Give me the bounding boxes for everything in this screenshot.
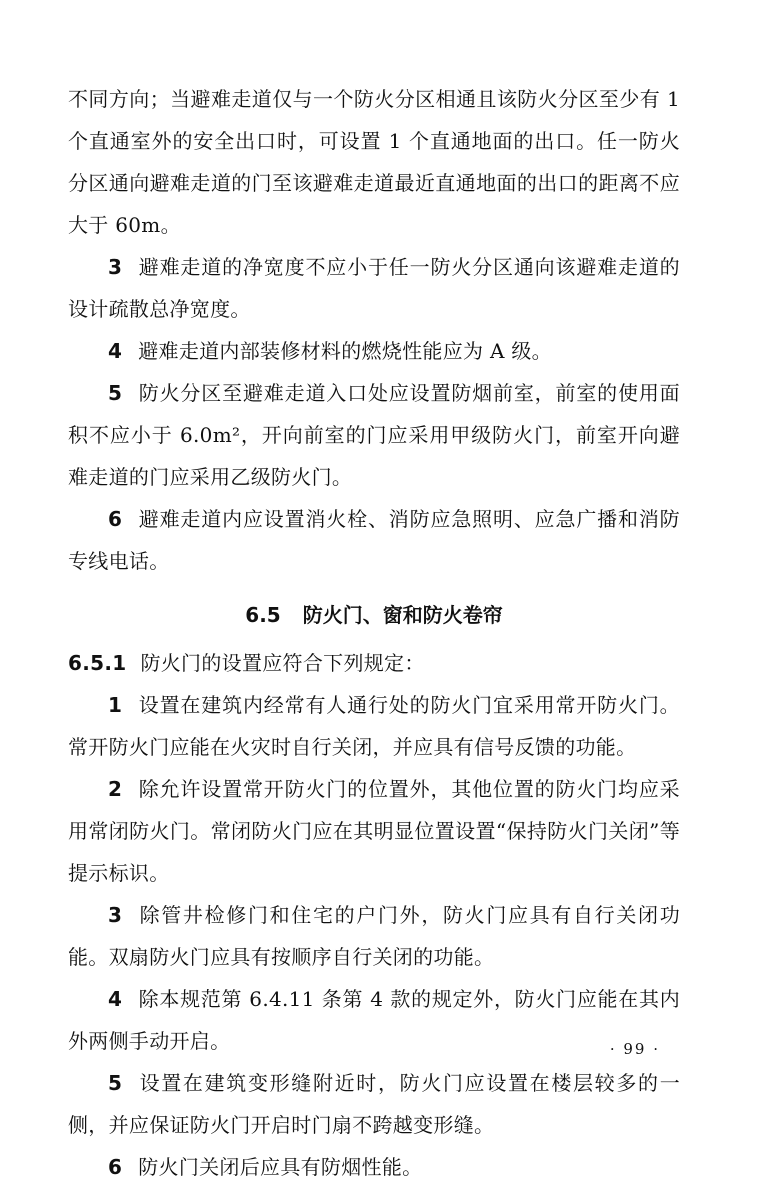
item-text: 避难走道的净宽度不应小于任一防火分区通向该避难走道的设计疏散总净宽度。 — [68, 255, 680, 321]
item-text: 避难走道内应设置消火栓、消防应急照明、应急广播和消防专线电话。 — [68, 507, 680, 573]
list-item — [68, 246, 680, 330]
continuation-paragraph: 不同方向；当避难走道仅与一个防火分区相通且该防火分区至少有 1 个直通室外的安全出口时，可设置 1 个直通地面的出口。任一防火分区通向避难走道的门至该避难走道最近直通地面的出口的距离不应大于 60m。 — [68, 87, 680, 237]
item-text: 除本规范第 6.4.11 条第 4 款的规定外，防火门应能在其内外两侧手动开启。 — [68, 987, 680, 1053]
clause-text: 防火门的设置应符合下列规定： — [140, 651, 425, 675]
item-text: 防火门关闭后应具有防烟性能。 — [138, 1155, 423, 1179]
item-text: 设置在建筑变形缝附近时，防火门应设置在楼层较多的一侧，并应保证防火门开启时门扇不跨越变形缝。 — [68, 1071, 680, 1137]
list-item — [68, 768, 680, 894]
section-title: 防火门、窗和防火卷帘 — [302, 603, 503, 627]
item-text: 除允许设置常开防火门的位置外，其他位置的防火门均应采用常闭防火门。常闭防火门应在其明显位置设置“保持防火门关闭”等提示标识。 — [68, 777, 680, 885]
list-item — [68, 978, 680, 1062]
list-item — [68, 684, 680, 768]
item-text: 除管井检修门和住宅的户门外，防火门应具有自行关闭功能。双扇防火门应具有按顺序自行关闭的功能。 — [68, 903, 680, 969]
page-content — [68, 78, 680, 1188]
item-number: 5 — [108, 1071, 123, 1095]
item-text: 设置在建筑内经常有人通行处的防火门宜采用常开防火门。常开防火门应能在火灾时自行关闭，并应具有信号反馈的功能。 — [68, 693, 680, 759]
page-number: · 99 · — [609, 1040, 660, 1058]
item-number: 2 — [108, 777, 123, 801]
item-number: 5 — [108, 381, 123, 405]
item-number: 1 — [108, 693, 123, 717]
item-text: 防火分区至避难走道入口处应设置防烟前室，前室的使用面积不应小于 6.0m²，开向前室的门应采用甲级防火门，前室开向避难走道的门应采用乙级防火门。 — [68, 381, 680, 489]
item-number: 3 — [108, 903, 123, 927]
item-text: 避难走道内部装修材料的燃烧性能应为 A 级。 — [138, 339, 552, 363]
clause-paragraph — [68, 642, 680, 684]
item-number: 6 — [108, 1155, 123, 1179]
list-item — [68, 330, 680, 372]
section-number: 6.5 — [245, 603, 281, 627]
list-item — [68, 372, 680, 498]
item-number: 4 — [108, 987, 123, 1011]
list-item — [68, 1146, 680, 1188]
item-number: 4 — [108, 339, 123, 363]
list-item — [68, 1062, 680, 1146]
section-heading — [68, 594, 680, 636]
item-number: 3 — [108, 255, 123, 279]
list-item — [68, 498, 680, 582]
clause-number: 6.5.1 — [68, 651, 127, 675]
item-number: 6 — [108, 507, 123, 531]
list-item — [68, 894, 680, 978]
